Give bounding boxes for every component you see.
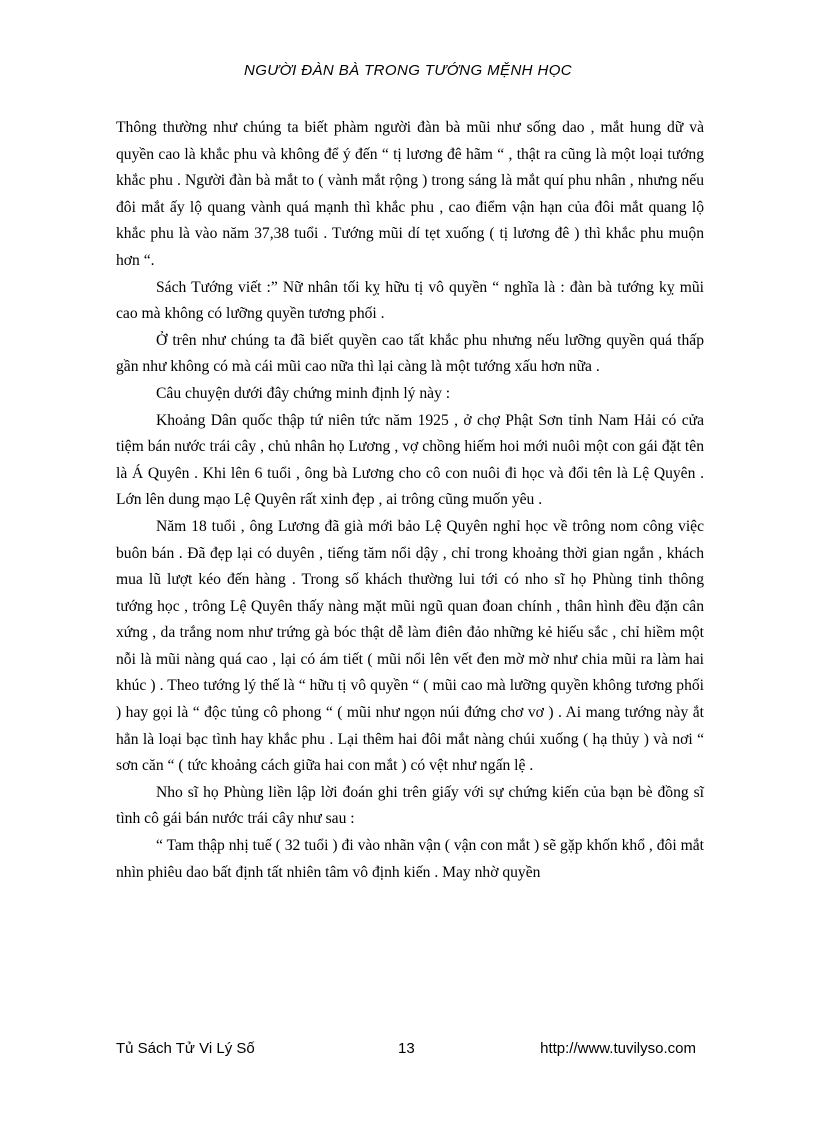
- paragraph: Thông thường như chúng ta biết phàm người đàn bà mũi như sống dao , mắt hung dữ và quyền cao là khắc phu và không để ý đến “ tị lương đê hãm “ , thật ra cũng là một loại tướng khắc phu . Người đàn bà mắt to ( vành mắt rộng ) trong sáng là mắt quí phu nhân , nhưng nếu đôi mắt ấy lộ quang vành quá mạnh thì khắc phu , cao điểm vận hạn của đôi mắt quang lộ khắc phu là vào năm 37,38 tuổi . Tướng mũi dí tẹt xuống ( tị lương đê ) thì khắc phu muộn hơn “.: [116, 119, 704, 269]
- paragraph: Nho sĩ họ Phùng liền lập lời đoán ghi trên giấy với sự chứng kiến của bạn bè đồng sĩ tình cô gái bán nước trái cây như sau :: [116, 783, 704, 828]
- paragraph: Năm 18 tuổi , ông Lương đã già mới bảo Lệ Quyên nghỉ học về trông nom công việc buôn bán . Đã đẹp lại có duyên , tiếng tăm nổi dậy , chỉ trong khoảng thời gian ngắn , khách mua lũ lượt kéo đến hàng . Trong số khách thường lui tới có nho sĩ họ Phùng tinh thông tướng học , trông Lệ Quyên thấy nàng mặt mũi ngũ quan đoan chính , thân hình đều đặn cân xứng , da trắng nom như trứng gà bóc thật dễ làm điên đảo những kẻ hiếu sắc , chỉ hiềm một nỗi là mũi nàng quá cao , lại có ám tiết ( mũi nổi lên vết đen mờ mờ như chia mũi ra làm hai khúc ) . Theo tướng lý thế là “ hữu tị vô quyền “ ( mũi cao mà lưỡng quyền không tương phối ) hay gọi là “ độc tủng cô phong “ ( mũi như ngọn núi đứng chơ vơ ) . Ai mang tướng này ắt hẳn là loại bạc tình hay khắc phu . Lại thêm hai đôi mắt nàng chúi xuống ( hạ thủy ) và nơi “ sơn căn “ ( tức khoảng cách giữa hai con mắt ) có vệt như ngấn lệ .: [116, 517, 704, 775]
- footer-url: http://www.tuvilyso.com: [540, 1040, 696, 1057]
- paragraph: Câu chuyện dưới đây chứng minh định lý này :: [156, 384, 451, 402]
- page-footer: [116, 1040, 696, 1062]
- paragraph: “ Tam thập nhị tuế ( 32 tuổi ) đi vào nhãn vận ( vận con mắt ) sẽ gặp khốn khổ , đôi mắt nhìn phiêu dao bất định tất nhiên tâm vô định kiến . May nhờ quyền: [116, 837, 704, 881]
- document-body: [116, 115, 704, 886]
- page-header-title: NGƯỜI ĐÀN BÀ TRONG TƯỚNG MỆNH HỌC: [243, 62, 573, 79]
- paragraph: Sách Tướng viết :” Nữ nhân tối kỵ hữu tị vô quyền “ nghĩa là : đàn bà tướng kỵ mũi cao mà không có lưỡng quyền tương phối .: [116, 278, 704, 323]
- paragraph: Ở trên như chúng ta đã biết quyền cao tất khắc phu nhưng nếu lưỡng quyền quá thấp gần như không có mà cái mũi cao nữa thì lại càng là một tướng xấu hơn nữa .: [116, 331, 704, 376]
- paragraph: Khoảng Dân quốc thập tứ niên tức năm 1925 , ở chợ Phật Sơn tỉnh Nam Hải có cửa tiệm bán nước trái cây , chủ nhân họ Lương , vợ chồng hiếm hoi mới nuôi một con gái đặt tên là Á Quyên . Khi lên 6 tuổi , ông bà Lương cho cô con nuôi đi học và đổi tên là Lệ Quyên . Lớn lên dung mạo Lệ Quyên rất xinh đẹp , ai trông cũng muốn yêu .: [116, 411, 704, 509]
- page-number: 13: [398, 1040, 415, 1057]
- footer-book-title: Tủ Sách Tử Vi Lý Số: [116, 1040, 255, 1057]
